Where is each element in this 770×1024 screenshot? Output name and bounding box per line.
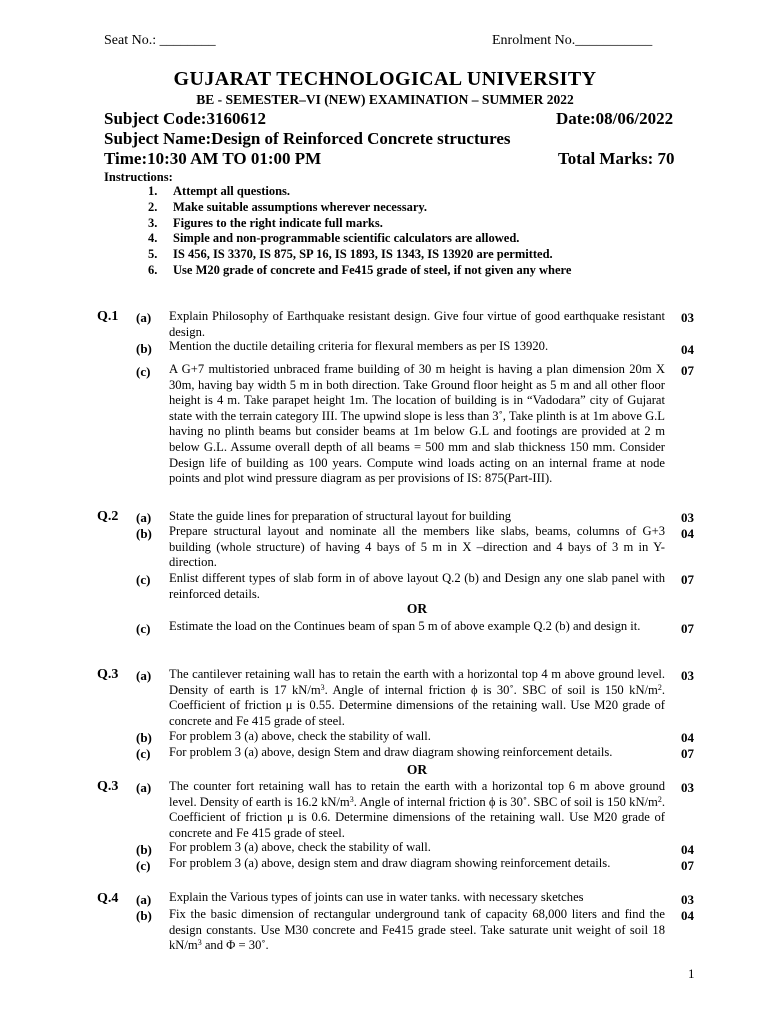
subquestion-label: (a) [136,310,152,325]
instruction-item [148,184,571,200]
instruction-number: 2. [148,199,158,214]
question-number: Q.4 [97,891,119,906]
question-text: Enlist different types of slab form in of above layout Q.2 (b) and Design any one slab panel with reinforced details. [169,571,665,601]
or-separator: OR [406,762,428,777]
question-text: For problem 3 (a) above, design Stem and draw diagram showing reinforcement details. [169,745,613,759]
instruction-item [148,247,571,263]
question-text: State the guide lines for preparation of structural layout for building [169,509,512,523]
subquestion-label: (b) [136,526,152,541]
question-text: For problem 3 (a) above, check the stability of wall. [169,729,431,743]
subquestion-label: (c) [136,572,151,587]
instruction-item [148,263,571,279]
subject-name: Subject Name:Design of Reinforced Concrete structures [104,129,511,148]
instruction-text: Attempt all questions. [173,184,291,198]
question-text: For problem 3 (a) above, check the stability of wall. [169,840,431,854]
question-marks: 03 [681,780,694,795]
instruction-text: IS 456, IS 3370, IS 875, SP 16, IS 1893, IS 1343, IS 13920 are permitted. [173,247,553,262]
question-marks: 07 [681,858,694,873]
superscript: 2 [657,682,662,692]
instruction-item [148,200,571,216]
question-marks: 04 [681,526,694,541]
instruction-number: 4. [148,231,158,246]
question-text [169,907,665,954]
instruction-number: 3. [148,215,158,230]
instructions-title: Instructions: [104,170,173,184]
question-text: Estimate the load on the Continues beam of span 5 m of above example Q.2 (b) and design it. [169,619,641,633]
question-text-part: and Φ = 30˚. [201,938,269,953]
question-text-part: A G+7 multistoried unbraced frame building of 30 m height is having a plan dimension 20m X 30m, having bay width 5 m in both direction. Take Ground floor height as 5 m and all other floor height is 4 m. Take parapet height 1m. The location of building is in “Vadodara” city of Gujarat state with the terrain category III. The upwind slope is less than 3 [169,362,665,423]
question-marks: 03 [681,668,694,683]
instruction-number: 1. [148,184,158,198]
question-text-part: . Angle of internal friction ϕ is 30˚. SBC of soil is 150 kN/m [353,794,658,809]
question-text: Explain the Various types of joints can use in water tanks. with necessary sketches [169,890,584,904]
exam-time: Time:10:30 AM TO 01:00 PM [104,149,322,168]
question-marks: 07 [681,746,694,761]
degree-symbol: ˚ [498,408,503,423]
total-marks: Total Marks: 70 [558,149,675,168]
question-text-part: Fix the basic dimension of rectangular underground tank of capacity 68,000 liters and find the design constants. Use M30 concrete and Fe415 grade steel. Take saturate unit weight of soil 18 kN/m [169,907,665,953]
question-text-part: . Angle of internal friction ϕ is 30˚. SBC of soil is 150 kN/m [324,682,658,697]
seat-number-field: Seat No.: ________ [104,33,216,48]
question-text-part: The counter fort retaining wall has to retain the earth with a horizontal top 6 m above ground level. Density of earth is 16.2 kN/m [169,779,665,809]
question-text [169,667,665,729]
subquestion-label: (a) [136,668,152,683]
question-text: Mention the ductile detailing criteria for flexural members as per IS 13920. [169,339,549,353]
instruction-text: Use M20 grade of concrete and Fe415 grade of steel, if not given any where [173,262,572,277]
question-marks: 04 [681,842,694,857]
question-marks: 03 [681,510,694,525]
instruction-item [148,231,571,247]
question-text-part: . Coefficient of friction μ is 0.6. Determine dimensions of the retaining wall. Use M20 grade of concrete and Fe 415 grade of steel. [169,794,665,840]
subquestion-label: (b) [136,908,152,923]
subquestion-label: (c) [136,746,151,761]
superscript: 3 [197,938,202,948]
question-number: Q.2 [97,509,119,524]
question-number: Q.3 [97,779,119,794]
question-text-part: The cantilever retaining wall has to retain the earth with a horizontal top 4 m above ground level. Density of earth is 17 kN/m [169,667,665,697]
instruction-text: Figures to the right indicate full marks. [173,215,383,230]
question-marks: 03 [681,310,694,325]
question-text [169,779,665,841]
instruction-text: Simple and non-programmable scientific calculators are allowed. [173,231,520,246]
exam-date: Date:08/06/2022 [556,109,674,128]
superscript: 3 [320,682,325,692]
subquestion-label: (c) [136,858,151,873]
question-marks: 04 [681,908,694,923]
subquestion-label: (b) [136,842,152,857]
instruction-text: Make suitable assumptions wherever necessary. [173,199,428,214]
question-marks: 03 [681,892,694,907]
question-text-part: , Take plinth is at 1m above G.L having no plinth beams but consider beams at 1m below G.L and footings are provided at 2 m below G.L. Assume overall depth of all beams = 500 mm and slab thickness 150 mm. Consider Design life of building as 100 years. Compute wind loads acting on an internal frame at node points and plot wind pressure diagram as per provisions of IS: 875(Part-III). [169,408,666,486]
instructions-list [148,184,571,279]
question-text: Prepare structural layout and nominate all the members like slabs, beams, columns of G+3 building (whole structure) of having 4 bays of 5 m in X –direction and 4 bays of 3 m in Y-direction. [169,524,665,570]
subquestion-label: (a) [136,780,152,795]
subquestion-label: (a) [136,510,152,525]
question-marks: 04 [681,342,694,357]
question-text [169,362,665,487]
university-title: GUJARAT TECHNOLOGICAL UNIVERSITY [173,68,597,90]
enrolment-number-field: Enrolment No.___________ [492,33,653,48]
subquestion-label: (b) [136,341,152,356]
page-number: 1 [688,966,695,981]
question-text-part: . Coefficient of friction μ is 0.55. Determine dimensions of the retaining wall. Use M20 grade of concrete and Fe 415 grade of steel. [169,682,665,728]
or-separator: OR [406,601,428,616]
question-marks: 07 [681,621,694,636]
superscript: 2 [657,794,662,804]
question-marks: 07 [681,572,694,587]
instruction-item [148,216,571,232]
question-marks: 04 [681,730,694,745]
subquestion-label: (c) [136,621,151,636]
superscript: 3 [349,794,354,804]
question-marks: 07 [681,363,694,378]
question-number: Q.3 [97,667,119,682]
subquestion-label: (a) [136,892,152,907]
subquestion-label: (b) [136,730,152,745]
question-number: Q.1 [97,309,119,324]
subquestion-label: (c) [136,364,151,379]
instruction-number: 6. [148,262,158,277]
question-text: Explain Philosophy of Earthquake resistant design. Give four virtue of good earthquake resistant design. [169,309,665,339]
question-text: For problem 3 (a) above, design stem and draw diagram showing reinforcement details. [169,856,611,870]
exam-title: BE - SEMESTER–VI (NEW) EXAMINATION – SUMMER 2022 [196,92,574,107]
instruction-number: 5. [148,247,158,262]
subject-code: Subject Code:3160612 [104,109,266,128]
